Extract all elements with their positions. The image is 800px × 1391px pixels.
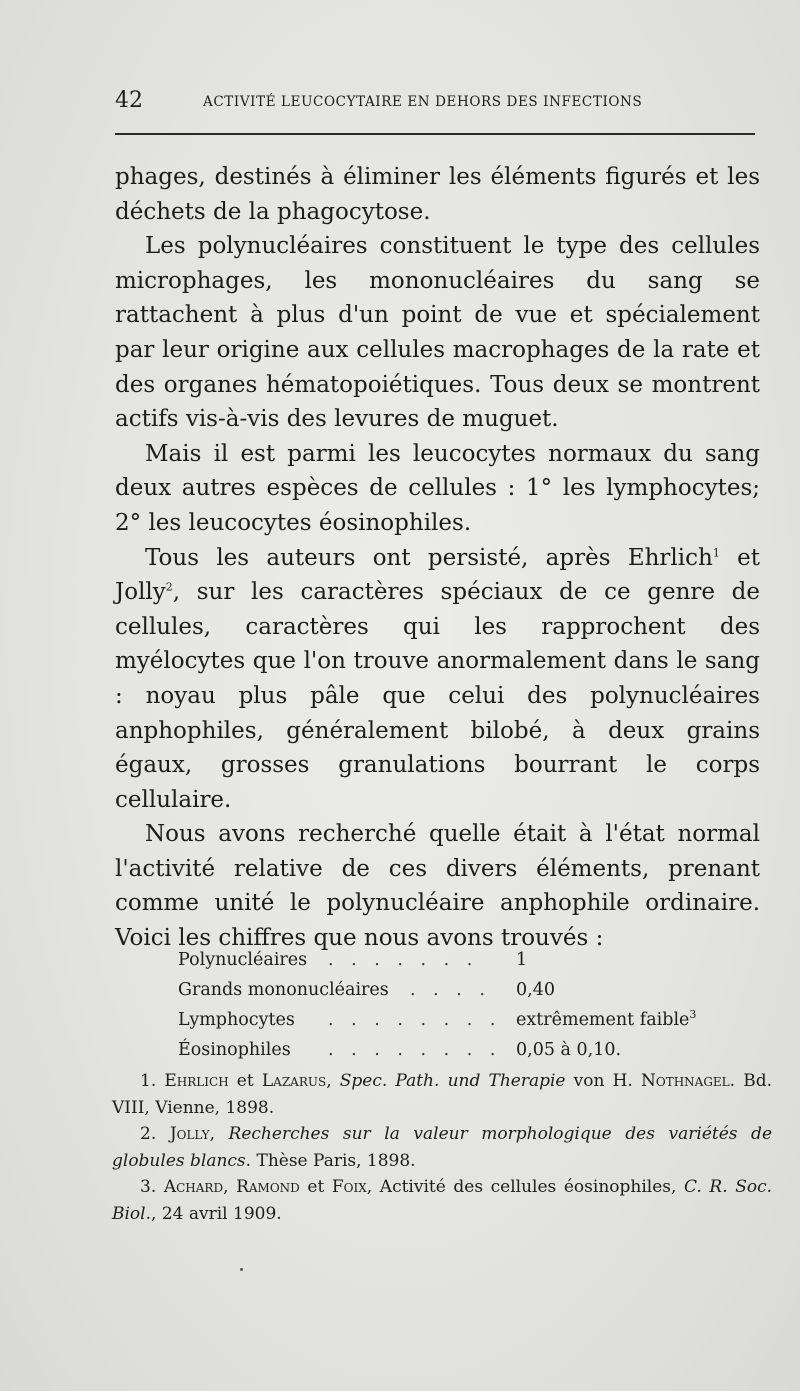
paragraph-1: phages, destinés à éliminer les éléments figurés et les déchets de la phagocytose. xyxy=(115,164,760,225)
paragraph-5: Nous avons recherché quelle était à l'état normal l'activité relative de ces divers éléments, prenant comme unité le polynucléaire anphophile ordinaire. Voici les chiffres que nous avons trouvés : xyxy=(115,821,760,952)
row-label: Grands mononucléaires xyxy=(178,980,389,1000)
footnote-ref-1: 1 xyxy=(712,545,720,559)
paragraph-4-part-c: , sur les caractères spéciaux de ce genre de cellules, caractères qui les rapprochent des myélocytes que l'on trouve anormalement dans le sang : noyau plus pâle que celui des polynucléaires anphophiles, généralement bilobé, à deux grains égaux, grosses granulations bourrant le corps cellulaire. xyxy=(115,579,760,813)
footnote-3: 3. Achard, Ramond et Foix, Activité des cellules éosinophiles, C. R. Soc. Biol., 24 avril 1909. xyxy=(112,1177,772,1224)
paragraph-3: Mais il est parmi les leucocytes normaux du sang deux autres espèces de cellules : 1° les lymphocytes; 2° les leucocytes éosinophiles. xyxy=(115,440,760,536)
running-title: ACTIVITÉ LEUCOCYTAIRE EN DEHORS DES INFECTIONS xyxy=(203,94,643,110)
row-label: Éosinophiles xyxy=(178,1040,291,1060)
page-number: 42 xyxy=(115,88,143,113)
body-text xyxy=(115,160,760,956)
paragraph-4 xyxy=(115,541,760,818)
row-label: Polynucléaires xyxy=(178,950,308,970)
leader-dots: . . . . . . . xyxy=(328,950,479,970)
row-value: 0,40 xyxy=(516,980,555,1000)
header-rule xyxy=(115,133,755,135)
footnote-2: 2. Jolly, Recherches sur la valeur morphologique des variétés de globules blancs. Thèse Paris, 1898. xyxy=(112,1124,773,1171)
paragraph-4-part-a: Tous les auteurs ont persisté, après Ehrlich xyxy=(145,544,713,571)
leader-dots: . . . . . . . . xyxy=(328,1010,502,1030)
table-row xyxy=(178,945,738,975)
row-value: 0,05 à 0,10. xyxy=(516,1040,622,1060)
table-row xyxy=(178,1035,738,1065)
footnote-1: 1. Ehrlich et Lazarus, Spec. Path. und Therapie von H. Nothnagel. Bd. VIII, Vienne, 1898. xyxy=(112,1071,772,1118)
footnotes xyxy=(112,1068,772,1227)
table-row xyxy=(178,1005,738,1035)
row-value: extrêmement faible$^3$ xyxy=(516,1008,697,1030)
print-speck xyxy=(240,1268,243,1271)
page-header xyxy=(115,88,755,118)
activity-values-table xyxy=(178,945,738,1065)
paragraph-4-part-b: et Jolly xyxy=(115,544,760,606)
footnote-ref-2: 2 xyxy=(165,580,173,594)
leader-dots: . . . . . . . . xyxy=(328,1040,502,1060)
footnote-ref-3: 3 xyxy=(689,1008,697,1022)
table-row xyxy=(178,975,738,1005)
row-label: Lymphocytes xyxy=(178,1010,295,1030)
leader-dots: . . . . xyxy=(410,980,491,1000)
paragraph-2: Les polynucléaires constituent le type des cellules microphages, les mononucléaires du sang se rattachent à plus d'un point de vue et spécialement par leur origine aux cellules macrophages de la rate et des organes hématopoiétiques. Tous deux se montrent actifs vis-à-vis des levures de muguet. xyxy=(115,233,760,433)
row-value: 1 xyxy=(516,950,528,970)
